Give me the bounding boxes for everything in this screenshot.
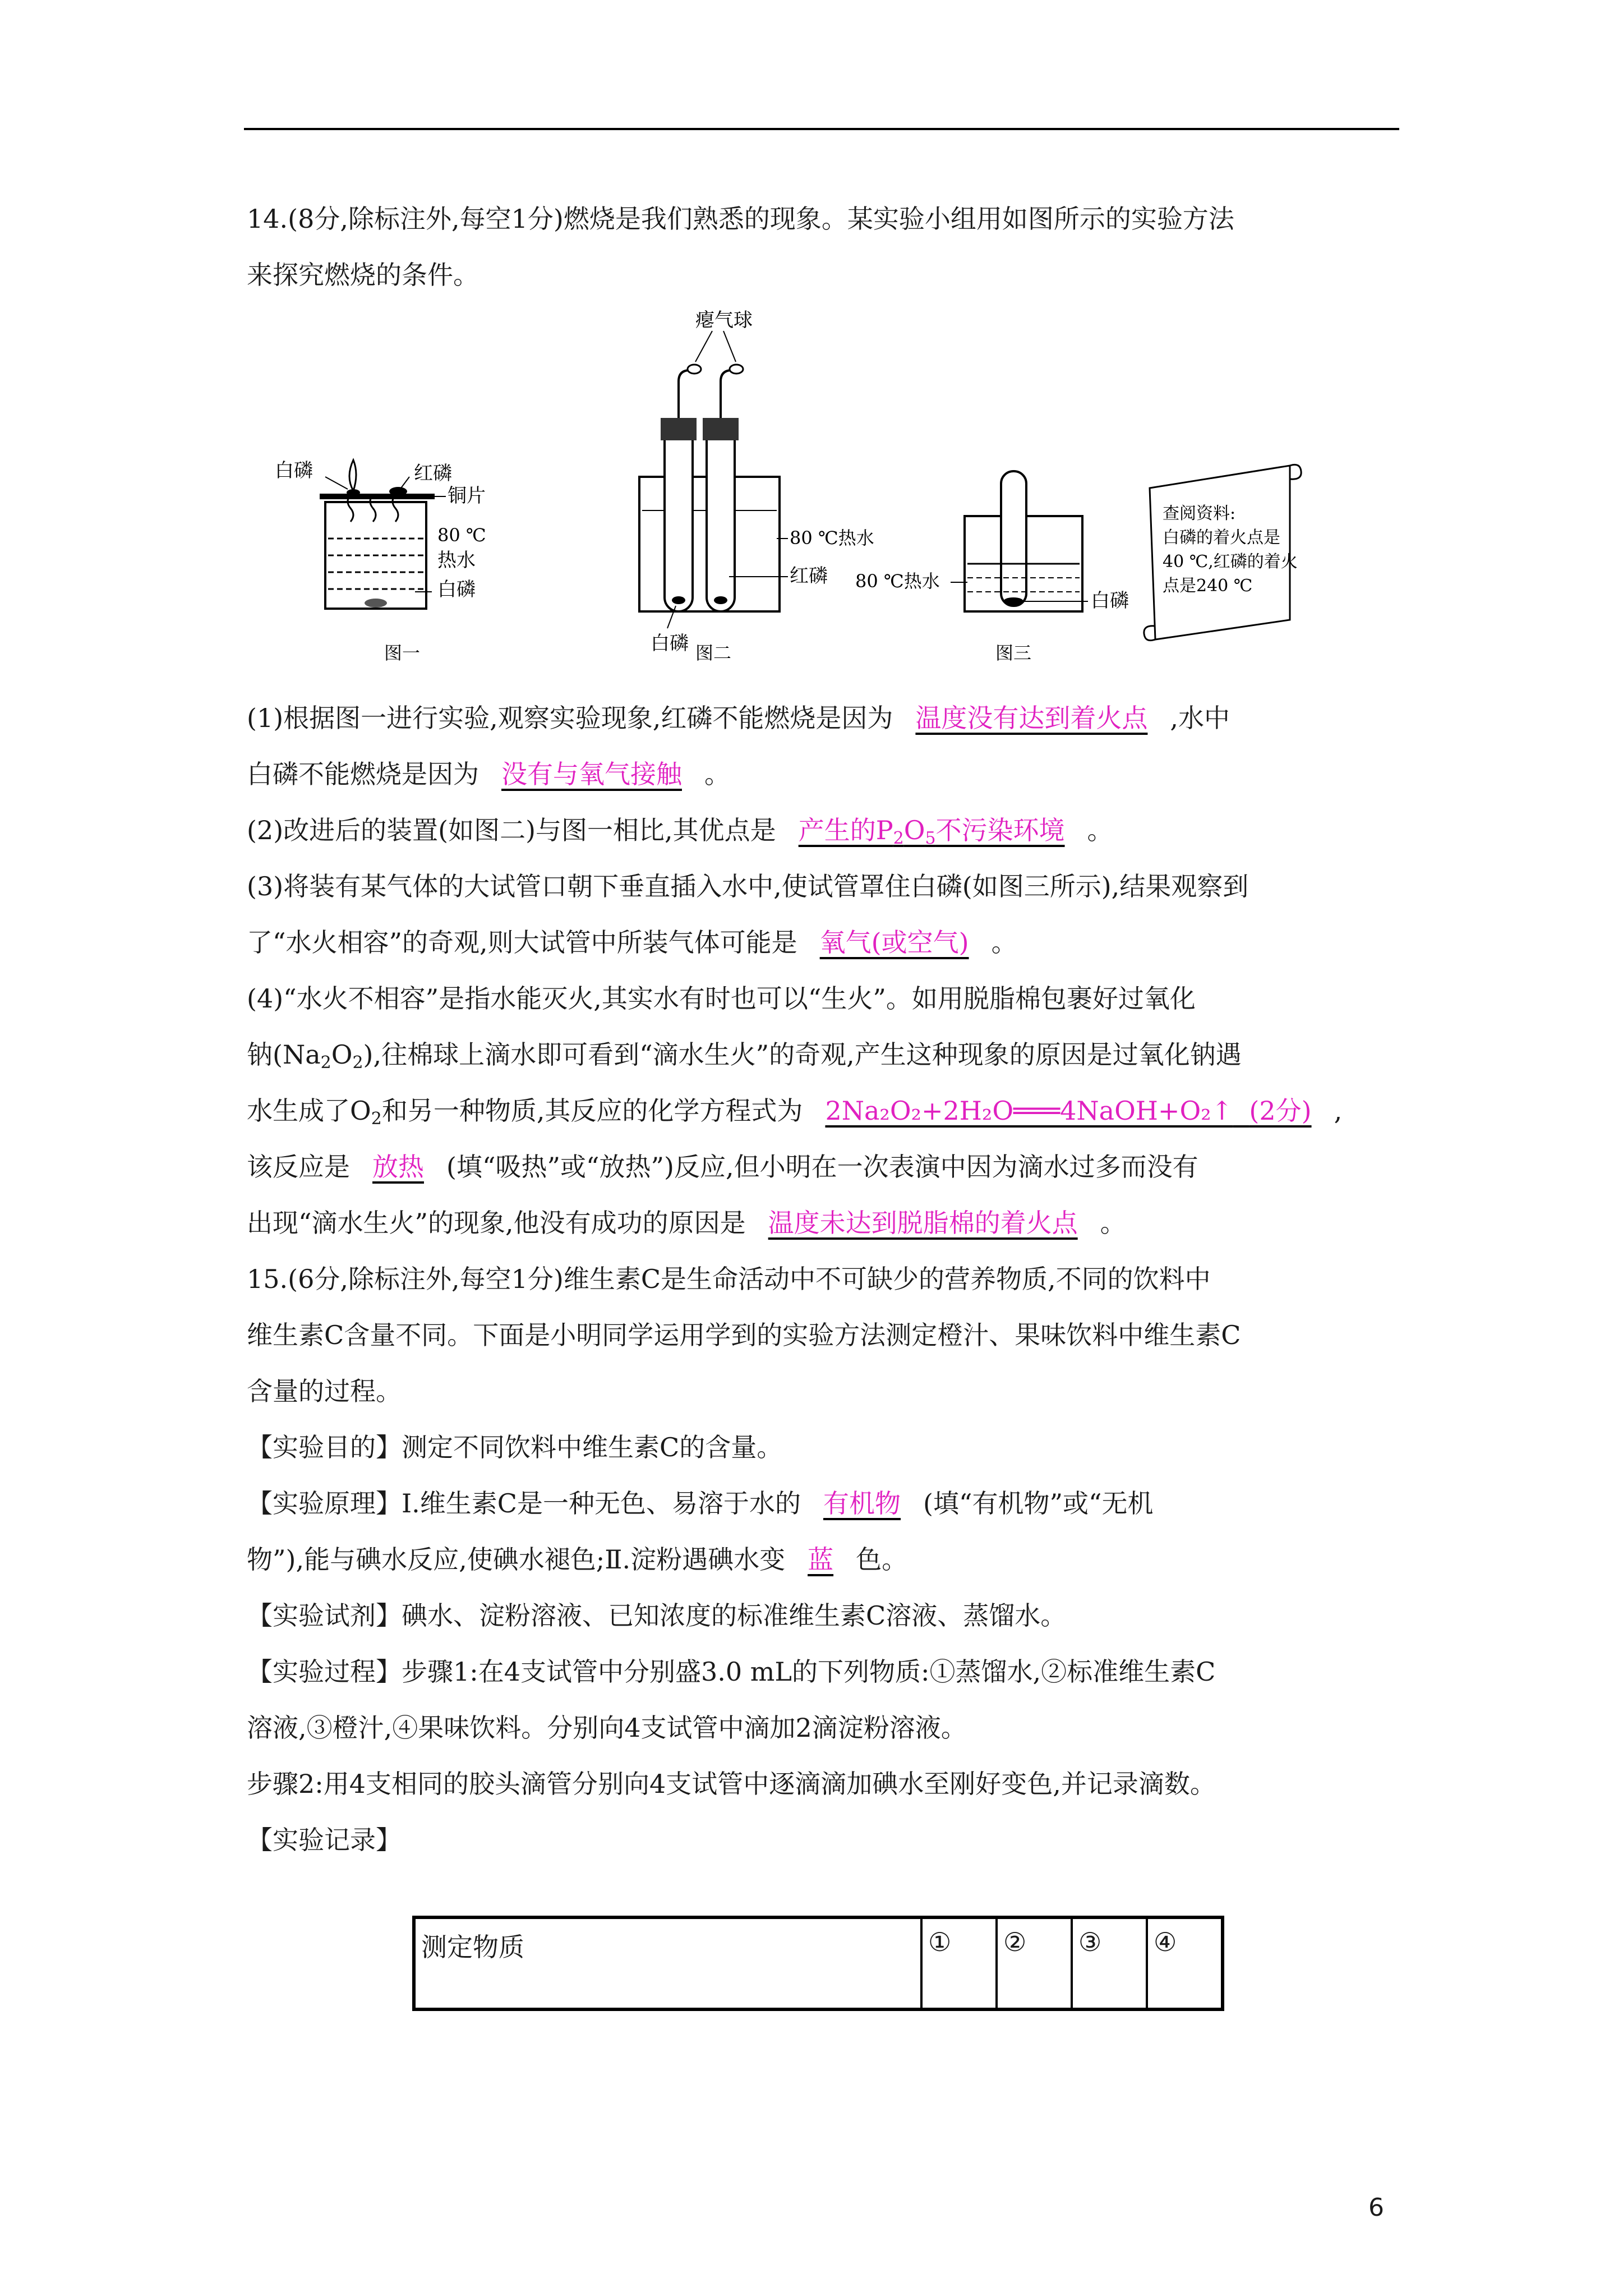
- figure-three: [855, 471, 1129, 664]
- fig1-label-copper: 铜片: [448, 485, 486, 507]
- q15-process-line2: 溶液,③橙汁,④果味饮料。分别向4支试管中滴加2滴淀粉溶液。: [247, 1713, 967, 1743]
- q14-p4-line2: 钠$(Na_2O_2)$,往棉球上滴水即可看到“滴水生火”的奇观,产生这种现象的原因是过氧化钠遇: [247, 1039, 1242, 1073]
- q15-principle-line2: 物”),能与碘水反应,使碘水褪色;Ⅱ.淀粉遇碘水变 蓝 色。: [247, 1544, 908, 1575]
- q14-intro: [247, 191, 1391, 303]
- table-cell: ④: [1147, 1917, 1223, 2009]
- fig2-label-water: 80 ℃热水: [790, 527, 874, 549]
- answer-field-5: 2Na₂O₂+2H₂O═══4NaOH+O₂↑ (2分): [825, 1096, 1312, 1126]
- q14-line1: 14.(8分,除标注外,每空1分)燃烧是我们熟悉的现象。某实验小组用如图所示的实验方法: [247, 204, 1234, 234]
- q14-p4-line5: 出现“滴水生火”的现象,他没有成功的原因是 温度未达到脱脂棉的着火点 。: [247, 1208, 1126, 1238]
- q15-process-line1: 【实验过程】步骤1:在4支试管中分别盛3.0 mL的下列物质:①蒸馏水,②标准维生素C: [247, 1657, 1216, 1687]
- q14-p4-line4: 该反应是 放热 (填“吸热”或“放热”)反应,但小明在一次表演中因为滴水过多而没有: [247, 1152, 1198, 1182]
- figures-area: [247, 309, 1391, 690]
- q14-p2-line: (2)改进后的装置(如图二)与图一相比,其优点是 产生的$P_2O_5$不污染环境 。: [247, 815, 1113, 848]
- q15-line1: 15.(6分,除标注外,每空1分)维生素C是生命活动中不可缺少的营养物质,不同的饮料中: [247, 1264, 1211, 1294]
- q15-line3: 含量的过程。: [247, 1376, 402, 1406]
- fig2-label-white-p: 白磷: [651, 632, 689, 655]
- q14-p4-line1: (4)“水火不相容”是指水能灭火,其实水有时也可以“生火”。如用脱脂棉包裹好过氧化: [247, 983, 1196, 1014]
- reference-scroll: [1144, 464, 1301, 640]
- q14-line2: 来探究燃烧的条件。: [247, 260, 479, 290]
- q14-p3-line2: 了“水火相容”的奇观,则大试管中所装气体可能是 氧气(或空气) 。: [247, 927, 1017, 958]
- fig1-label-water: 热水: [437, 549, 476, 572]
- q15-line2: 维生素C含量不同。下面是小明同学运用学到的实验方法测定橙汁、果味饮料中维生素C: [247, 1320, 1241, 1350]
- q15-reagents: 【实验试剂】碘水、淀粉溶液、已知浓度的标准维生素C溶液、蒸馏水。: [247, 1600, 1067, 1631]
- answer-field-3: 产生的$P_2O_5$不污染环境: [798, 815, 1065, 848]
- page-number: 6: [1368, 2193, 1384, 2222]
- answer-field-8: 有机物: [823, 1488, 901, 1519]
- q15-record-heading: 【实验记录】: [247, 1825, 402, 1855]
- fig1-label-red-p: 红磷: [414, 462, 452, 485]
- table-cell: ①: [921, 1917, 997, 2009]
- fig3-label-water: 80 ℃热水: [855, 570, 940, 592]
- fig2-label-balloon: 瘪气球: [695, 309, 753, 332]
- scroll-line1: 查阅资料:: [1163, 504, 1236, 523]
- q15-principle-line1: 【实验原理】Ⅰ.维生素C是一种无色、易溶于水的 有机物 (填“有机物”或“无机: [247, 1488, 1154, 1519]
- q14-p1-line1: (1)根据图一进行实验,观察实验现象,红磷不能燃烧是因为 温度没有达到着火点 ,水中: [247, 703, 1230, 733]
- scroll-line3: 40 ℃,红磷的着火: [1163, 552, 1298, 572]
- answer-field-9: 蓝: [808, 1544, 834, 1575]
- scroll-line4: 点是240 ℃: [1163, 576, 1253, 596]
- fig1-label-white-p: 白磷: [275, 459, 313, 482]
- answer-field-7: 温度未达到脱脂棉的着火点: [768, 1208, 1078, 1238]
- scroll-line2: 白磷的着火点是: [1163, 528, 1280, 547]
- figure-two: [639, 309, 874, 664]
- q15-section: [247, 1251, 1391, 1868]
- answer-field-4: 氧气(或空气): [819, 927, 969, 958]
- table-cell: ③: [1072, 1917, 1147, 2009]
- fig2-label-red-p: 红磷: [790, 565, 828, 587]
- fig1-label-white-p2: 白磷: [437, 578, 476, 601]
- fig2-caption: 图二: [695, 642, 732, 664]
- q14-subquestions: [247, 690, 1391, 1251]
- table-cell: ②: [997, 1917, 1072, 2009]
- q14-p4-line3: 水生成了$O_2$和另一种物质,其反应的化学方程式为 2Na₂O₂+2H₂O═══4NaOH+O₂↑ (2分) ,: [247, 1096, 1343, 1129]
- answer-field-6: 放热: [372, 1152, 424, 1182]
- q15-step2: 步骤2:用4支相同的胶头滴管分别向4支试管中逐滴滴加碘水至刚好变色,并记录滴数。: [247, 1769, 1216, 1799]
- table-header-cell: 测定物质: [414, 1917, 921, 2009]
- answer-field-2: 没有与氧气接触: [501, 759, 682, 789]
- table-row: [414, 1917, 1223, 2009]
- q14-p3-line1: (3)将装有某气体的大试管口朝下垂直插入水中,使试管罩住白磷(如图三所示),结果观察到: [247, 871, 1249, 901]
- experiment-figures: [247, 309, 1391, 690]
- q15-purpose: 【实验目的】测定不同饮料中维生素C的含量。: [247, 1432, 783, 1462]
- record-table: [412, 1916, 1224, 2011]
- figure-one: [275, 459, 486, 664]
- q14-p1-line2: 白磷不能燃烧是因为 没有与氧气接触 。: [247, 759, 730, 789]
- header-rule: [244, 128, 1399, 130]
- fig1-label-temp: 80 ℃: [437, 524, 486, 546]
- fig1-caption: 图一: [384, 642, 421, 664]
- fig3-label-white-p: 白磷: [1091, 590, 1129, 612]
- fig3-caption: 图三: [995, 642, 1032, 664]
- answer-field-1: 温度没有达到着火点: [915, 703, 1148, 733]
